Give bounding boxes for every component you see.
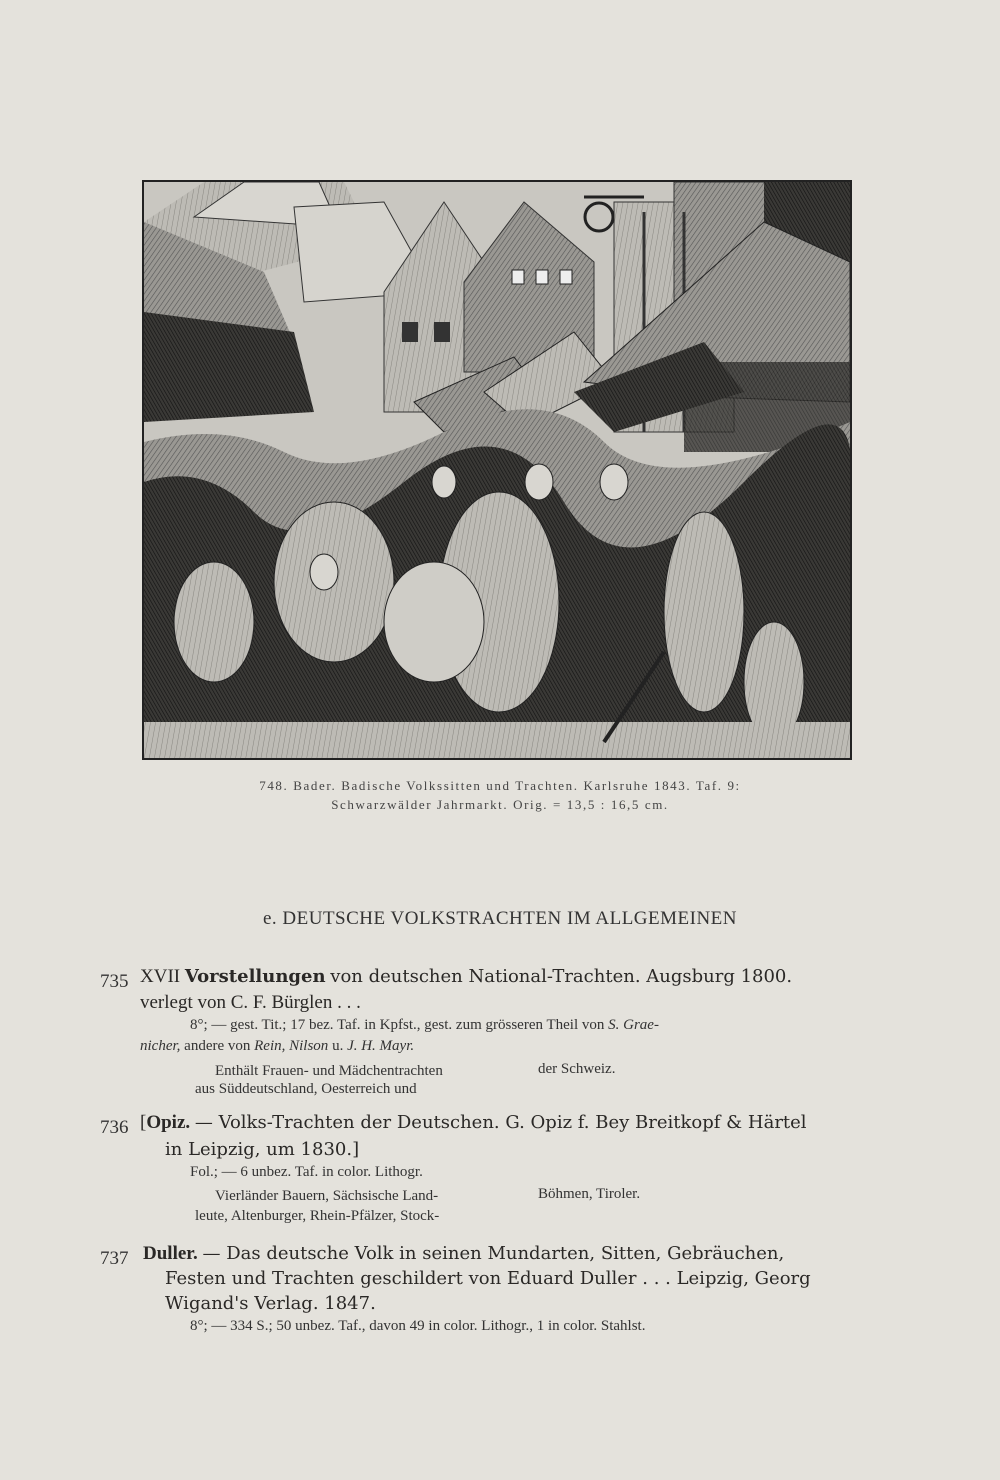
entry-number: 736 bbox=[100, 1117, 129, 1138]
section-title: DEUTSCHE VOLKSTRACHTEN IM ALLGEMEINEN bbox=[282, 908, 738, 929]
entry-737-detail-line-1: 8°; — 334 S.; 50 unbez. Taf., davon 49 in color. Lithogr., 1 in color. Stahlst. bbox=[190, 1318, 646, 1334]
entry-736-title-line bbox=[140, 1112, 807, 1134]
entry-title-rest: — Das deutsche Volk in seinen Mundarten, Sitten, Gebräuchen, bbox=[202, 1243, 785, 1264]
entry-736-imprint-line: in Leipzig, um 1830.] bbox=[165, 1139, 360, 1160]
entry-author: Duller. bbox=[143, 1243, 198, 1264]
entry-prefix: XVII bbox=[140, 966, 181, 987]
market-scene-drawing bbox=[144, 182, 850, 758]
entry-736-note-col1-line1: Vierländer Bauern, Sächsische Land- bbox=[215, 1188, 439, 1204]
plate-caption-line-2: Schwarzwälder Jahrmarkt. Orig. = 13,5 : 16,5 cm. bbox=[331, 797, 669, 812]
entry-736-note-col1-line2: leute, Altenburger, Rhein-Pfälzer, Stock- bbox=[195, 1208, 440, 1224]
detail-engraver: S. Grae- bbox=[608, 1017, 659, 1033]
entry-735-publisher-line: verlegt von C. F. Bürglen . . . bbox=[140, 992, 361, 1013]
entry-title-rest: von deutschen National-Trachten. Augsburg 1800. bbox=[330, 966, 793, 987]
entry-736-note-col2-line1: Böhmen, Tiroler. bbox=[538, 1186, 641, 1202]
entry-735-title-line bbox=[140, 966, 792, 988]
entry-735-note-col1-line2: aus Süddeutschland, Oesterreich und bbox=[195, 1081, 417, 1097]
entry-737-title-line-2: Festen und Trachten geschildert von Eduard Duller . . . Leipzig, Georg bbox=[165, 1268, 811, 1289]
entry-737-title-line bbox=[143, 1243, 784, 1265]
section-letter: e. bbox=[262, 908, 278, 929]
detail-text: 8°; — gest. Tit.; 17 bez. Taf. in Kpfst., gest. zum grösseren Theil von bbox=[190, 1017, 605, 1033]
entry-bracket: [ bbox=[140, 1112, 147, 1133]
detail-engraver: Rein, Nilson bbox=[254, 1038, 329, 1054]
plate-caption-line-1: 748. Bader. Badische Volkssitten und Trachten. Karlsruhe 1843. Taf. 9: bbox=[259, 778, 741, 793]
detail-engraver: nicher, bbox=[140, 1038, 181, 1054]
entry-title-word: Vorstellungen bbox=[184, 966, 326, 987]
entry-author: Opiz. bbox=[146, 1112, 191, 1133]
section-heading bbox=[0, 908, 1000, 930]
entry-735-note-col1-line1: Enthält Frauen- und Mädchentrachten bbox=[215, 1063, 443, 1079]
entry-title-rest: — Volks-Trachten der Deutschen. G. Opiz f. Bey Breitkopf & Härtel bbox=[194, 1112, 807, 1133]
entry-number: 735 bbox=[100, 971, 129, 992]
engraving-illustration bbox=[142, 180, 852, 760]
entry-735-detail-line-2 bbox=[140, 1038, 414, 1055]
entry-number: 737 bbox=[100, 1248, 129, 1269]
detail-text: andere von bbox=[184, 1038, 251, 1054]
entry-735-detail-line-1 bbox=[190, 1017, 659, 1034]
entry-735-note-col2-line1: der Schweiz. bbox=[538, 1061, 616, 1077]
detail-engraver: J. H. Mayr. bbox=[347, 1038, 415, 1054]
entry-737-imprint-line: Wigand's Verlag. 1847. bbox=[165, 1293, 376, 1314]
detail-text: u. bbox=[332, 1038, 344, 1054]
entry-736-detail-line-1: Fol.; — 6 unbez. Taf. in color. Lithogr. bbox=[190, 1164, 423, 1180]
